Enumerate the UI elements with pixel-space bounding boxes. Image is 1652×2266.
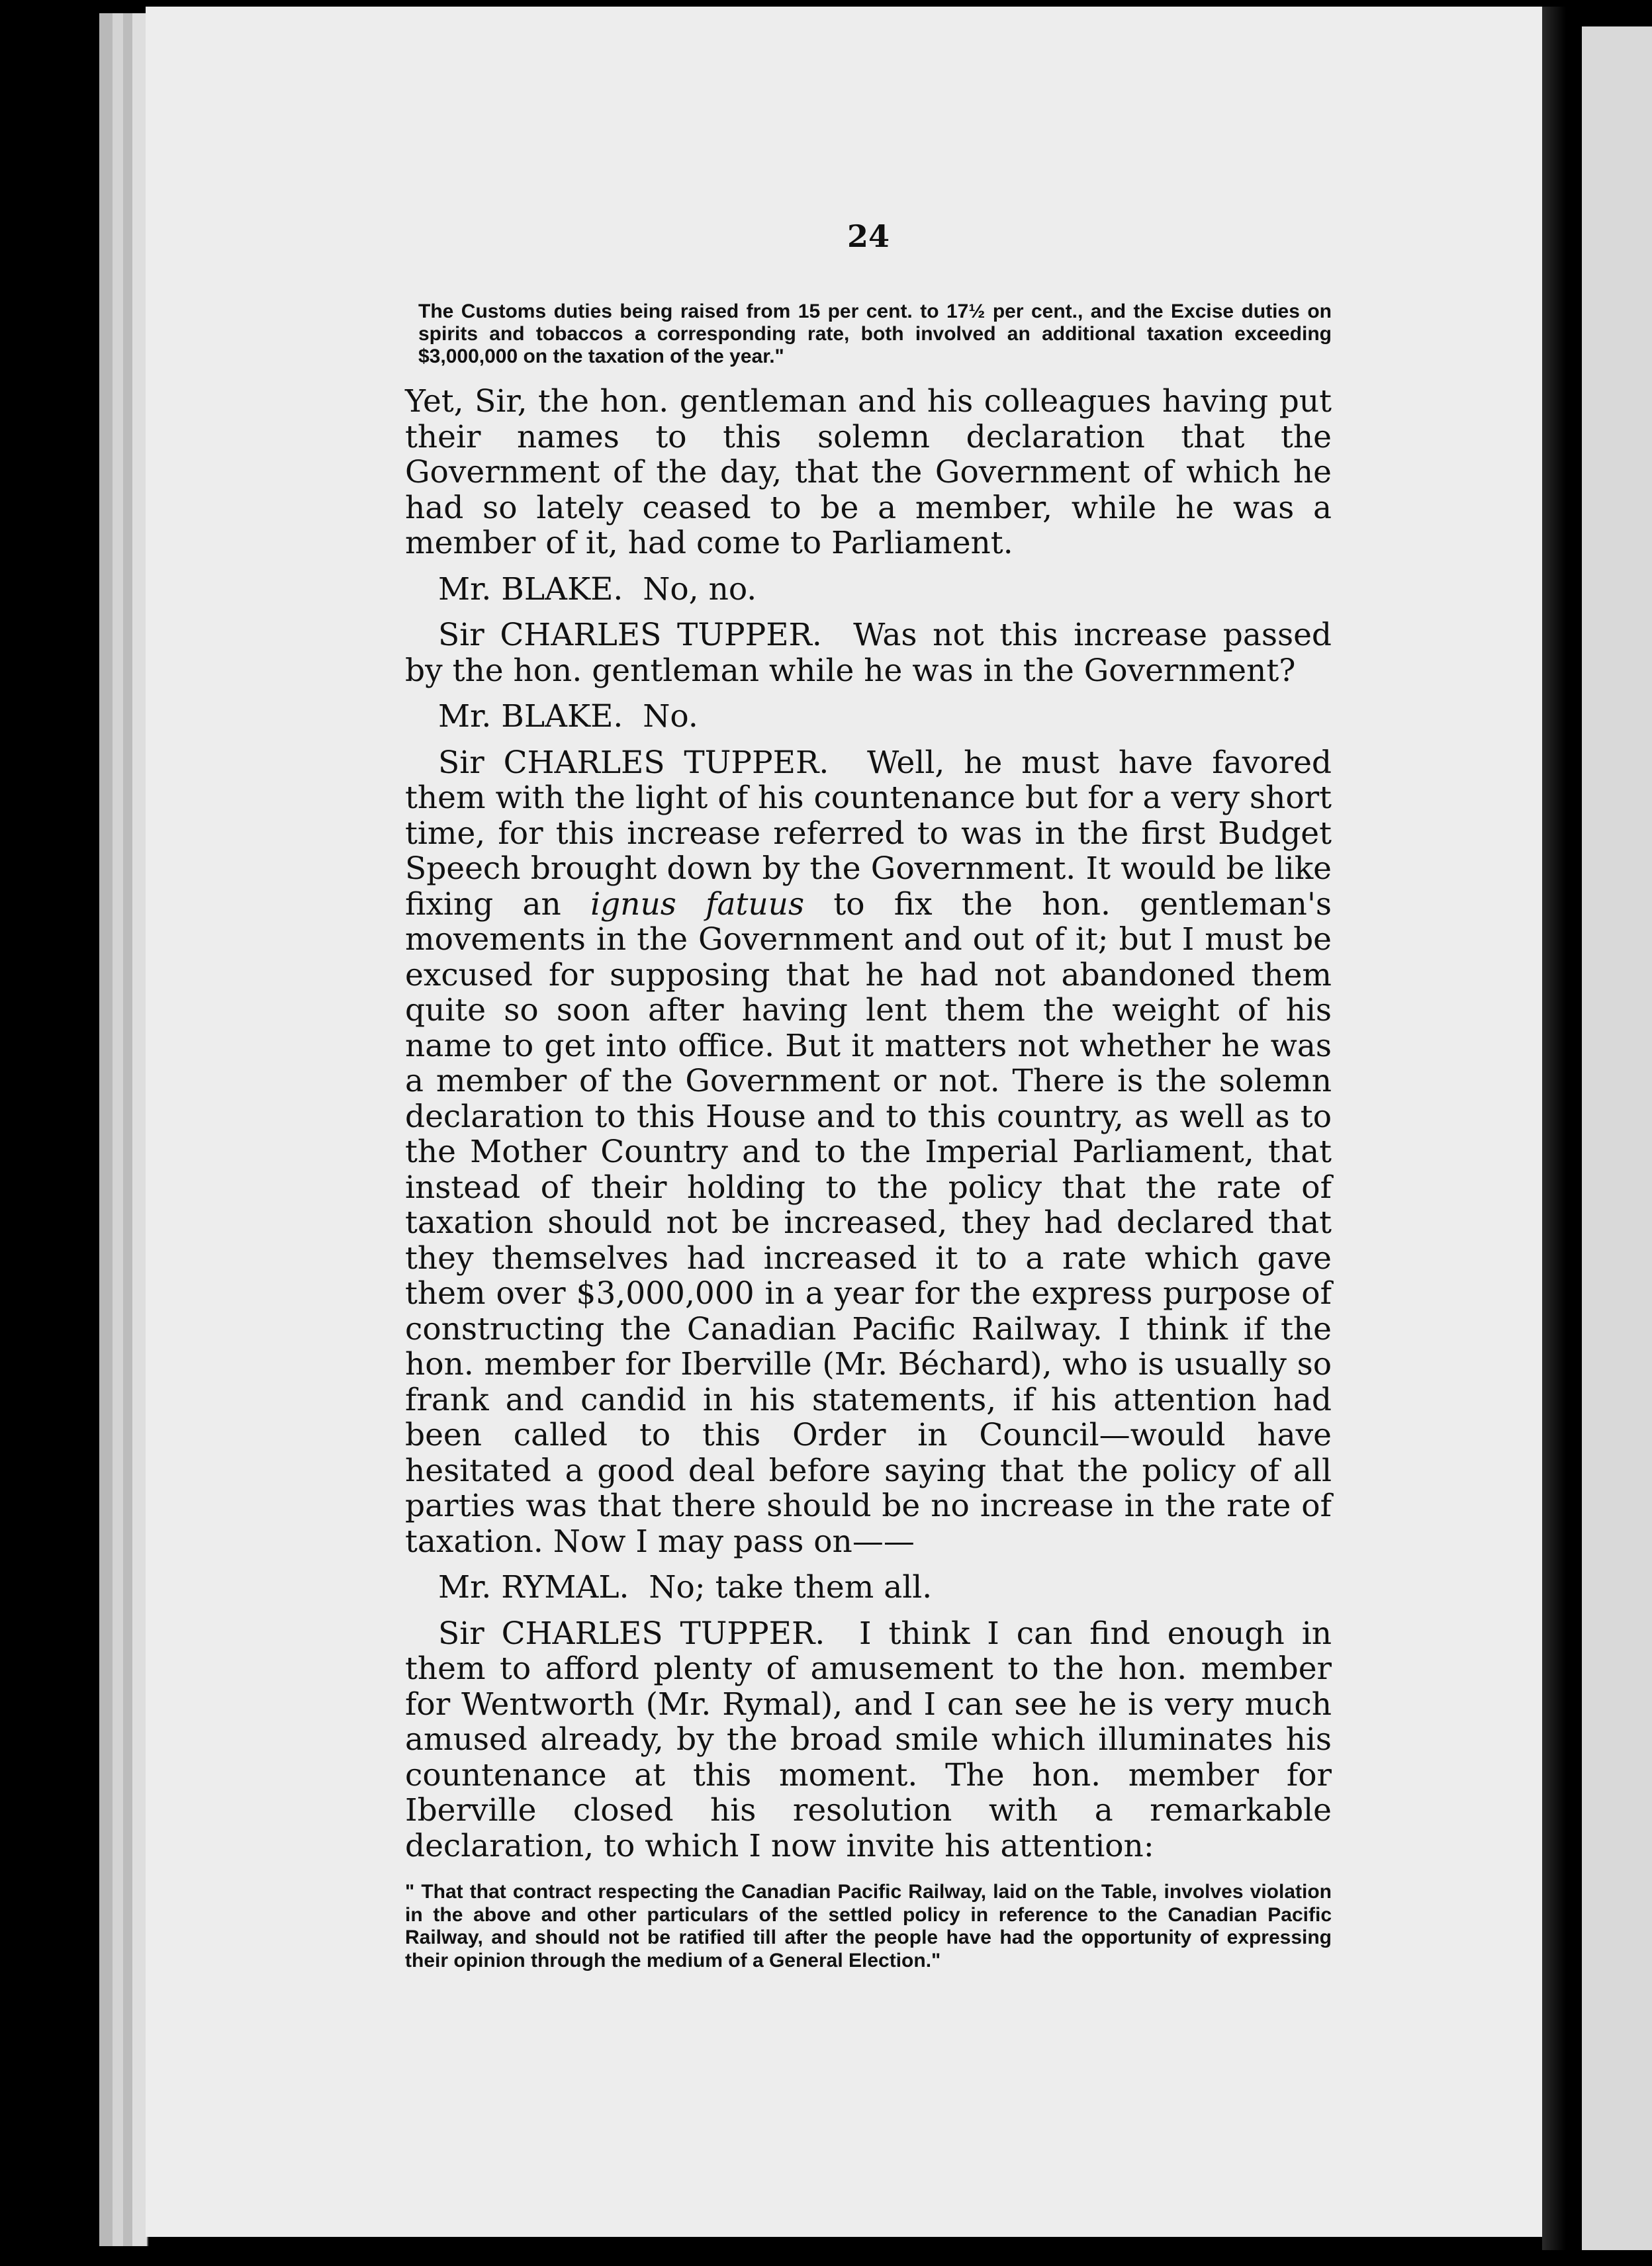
paragraph	[405, 572, 1332, 608]
paragraph	[405, 617, 1332, 688]
speaker-name: Sir CHARLES TUPPER.	[438, 744, 829, 781]
paragraph-text: No.	[643, 698, 698, 735]
book-spine	[1542, 7, 1582, 2250]
speaker-name: Mr. BLAKE.	[438, 570, 623, 608]
paragraph-text: Yet, Sir, the hon. gentleman and his colleagues having put their names to this solemn declaration that the Government of the day, that the Government of which he had so lately ceased to be a member, while he was a member of it, had come to Parliament.	[405, 383, 1332, 561]
speaker-name: Sir CHARLES TUPPER.	[438, 617, 822, 653]
speaker-name: Mr. BLAKE.	[438, 698, 623, 735]
latin-phrase: ignus fatuus	[590, 885, 805, 923]
paragraph	[405, 745, 1332, 1560]
paragraph	[405, 1570, 1332, 1606]
paragraph-text: I think I can find enough in them to afford plenty of amusement to the hon. member for Wentworth (Mr. Rymal), and I can see he is very much amused already, by the broad smile which illuminates his countenance at this moment. The hon. member for Iberville closed his resolution with a remarkable declaration, to which I now invite his attention:	[405, 1615, 1332, 1864]
paragraph	[405, 699, 1332, 735]
paragraph-text: Well, he must have favored them with the light of his countenance but for a very short time, for this increase referred to was in the first Budget Speech brought down by the Government. It would be like fixing an	[405, 744, 1332, 923]
paragraph-text: Was not this increase passed by the hon. gentleman while he was in the Government?	[405, 617, 1332, 689]
facing-page-edge	[1582, 26, 1652, 2250]
paragraph-text: No; take them all.	[649, 1569, 933, 1606]
paragraph	[405, 1616, 1332, 1864]
speaker-name: Sir CHARLES TUPPER.	[438, 1615, 825, 1652]
block-quote: The Customs duties being raised from 15 per cent. to 17½ per cent., and the Excise duties on spirits and tobaccos a corresponding rate, both involved an additional taxation exceeding $3,000,000 on the taxation of the year."	[418, 300, 1332, 367]
page-number: 24	[847, 218, 890, 254]
paragraph	[405, 384, 1332, 561]
paragraph-text: to fix the hon. gentleman's movements in the Government and out of it; but I must be excused for supposing that he had not abandoned them quite so soon after having lent them the weight of his name to get into office. But it matters not whether he was a member of the Government or not. There is the solemn declaration to this House and to this country, as well as to the Mother Country and to the Imperial Parliament, that instead of their holding to the policy that the rate of taxation should not be increased, they had declared that they themselves had increased it to a rate which gave them over $3,000,000 in a year for the express purpose of constructing the Canadian Pacific Railway. I think if the hon. member for Iberville (Mr. Béchard), who is usually so frank and candid in his statements, if his attention had been called to this Order in Council—would have hesitated a good deal before saying that the policy of all parties was that there should be no increase in the rate of taxation. Now I may pass on——	[405, 885, 1332, 1560]
block-quote: " That that contract respecting the Canadian Pacific Railway, laid on the Table, involves violation in the above and other particulars of the settled policy in reference to the Canadian Pacific Railway, and should not be ratified till after the people have had the opportunity of expressing their opinion through the medium of a General Election."	[405, 1881, 1332, 1971]
page-content	[405, 218, 1332, 1972]
speaker-name: Mr. RYMAL.	[438, 1569, 629, 1606]
paragraph-text: No, no.	[643, 570, 757, 608]
